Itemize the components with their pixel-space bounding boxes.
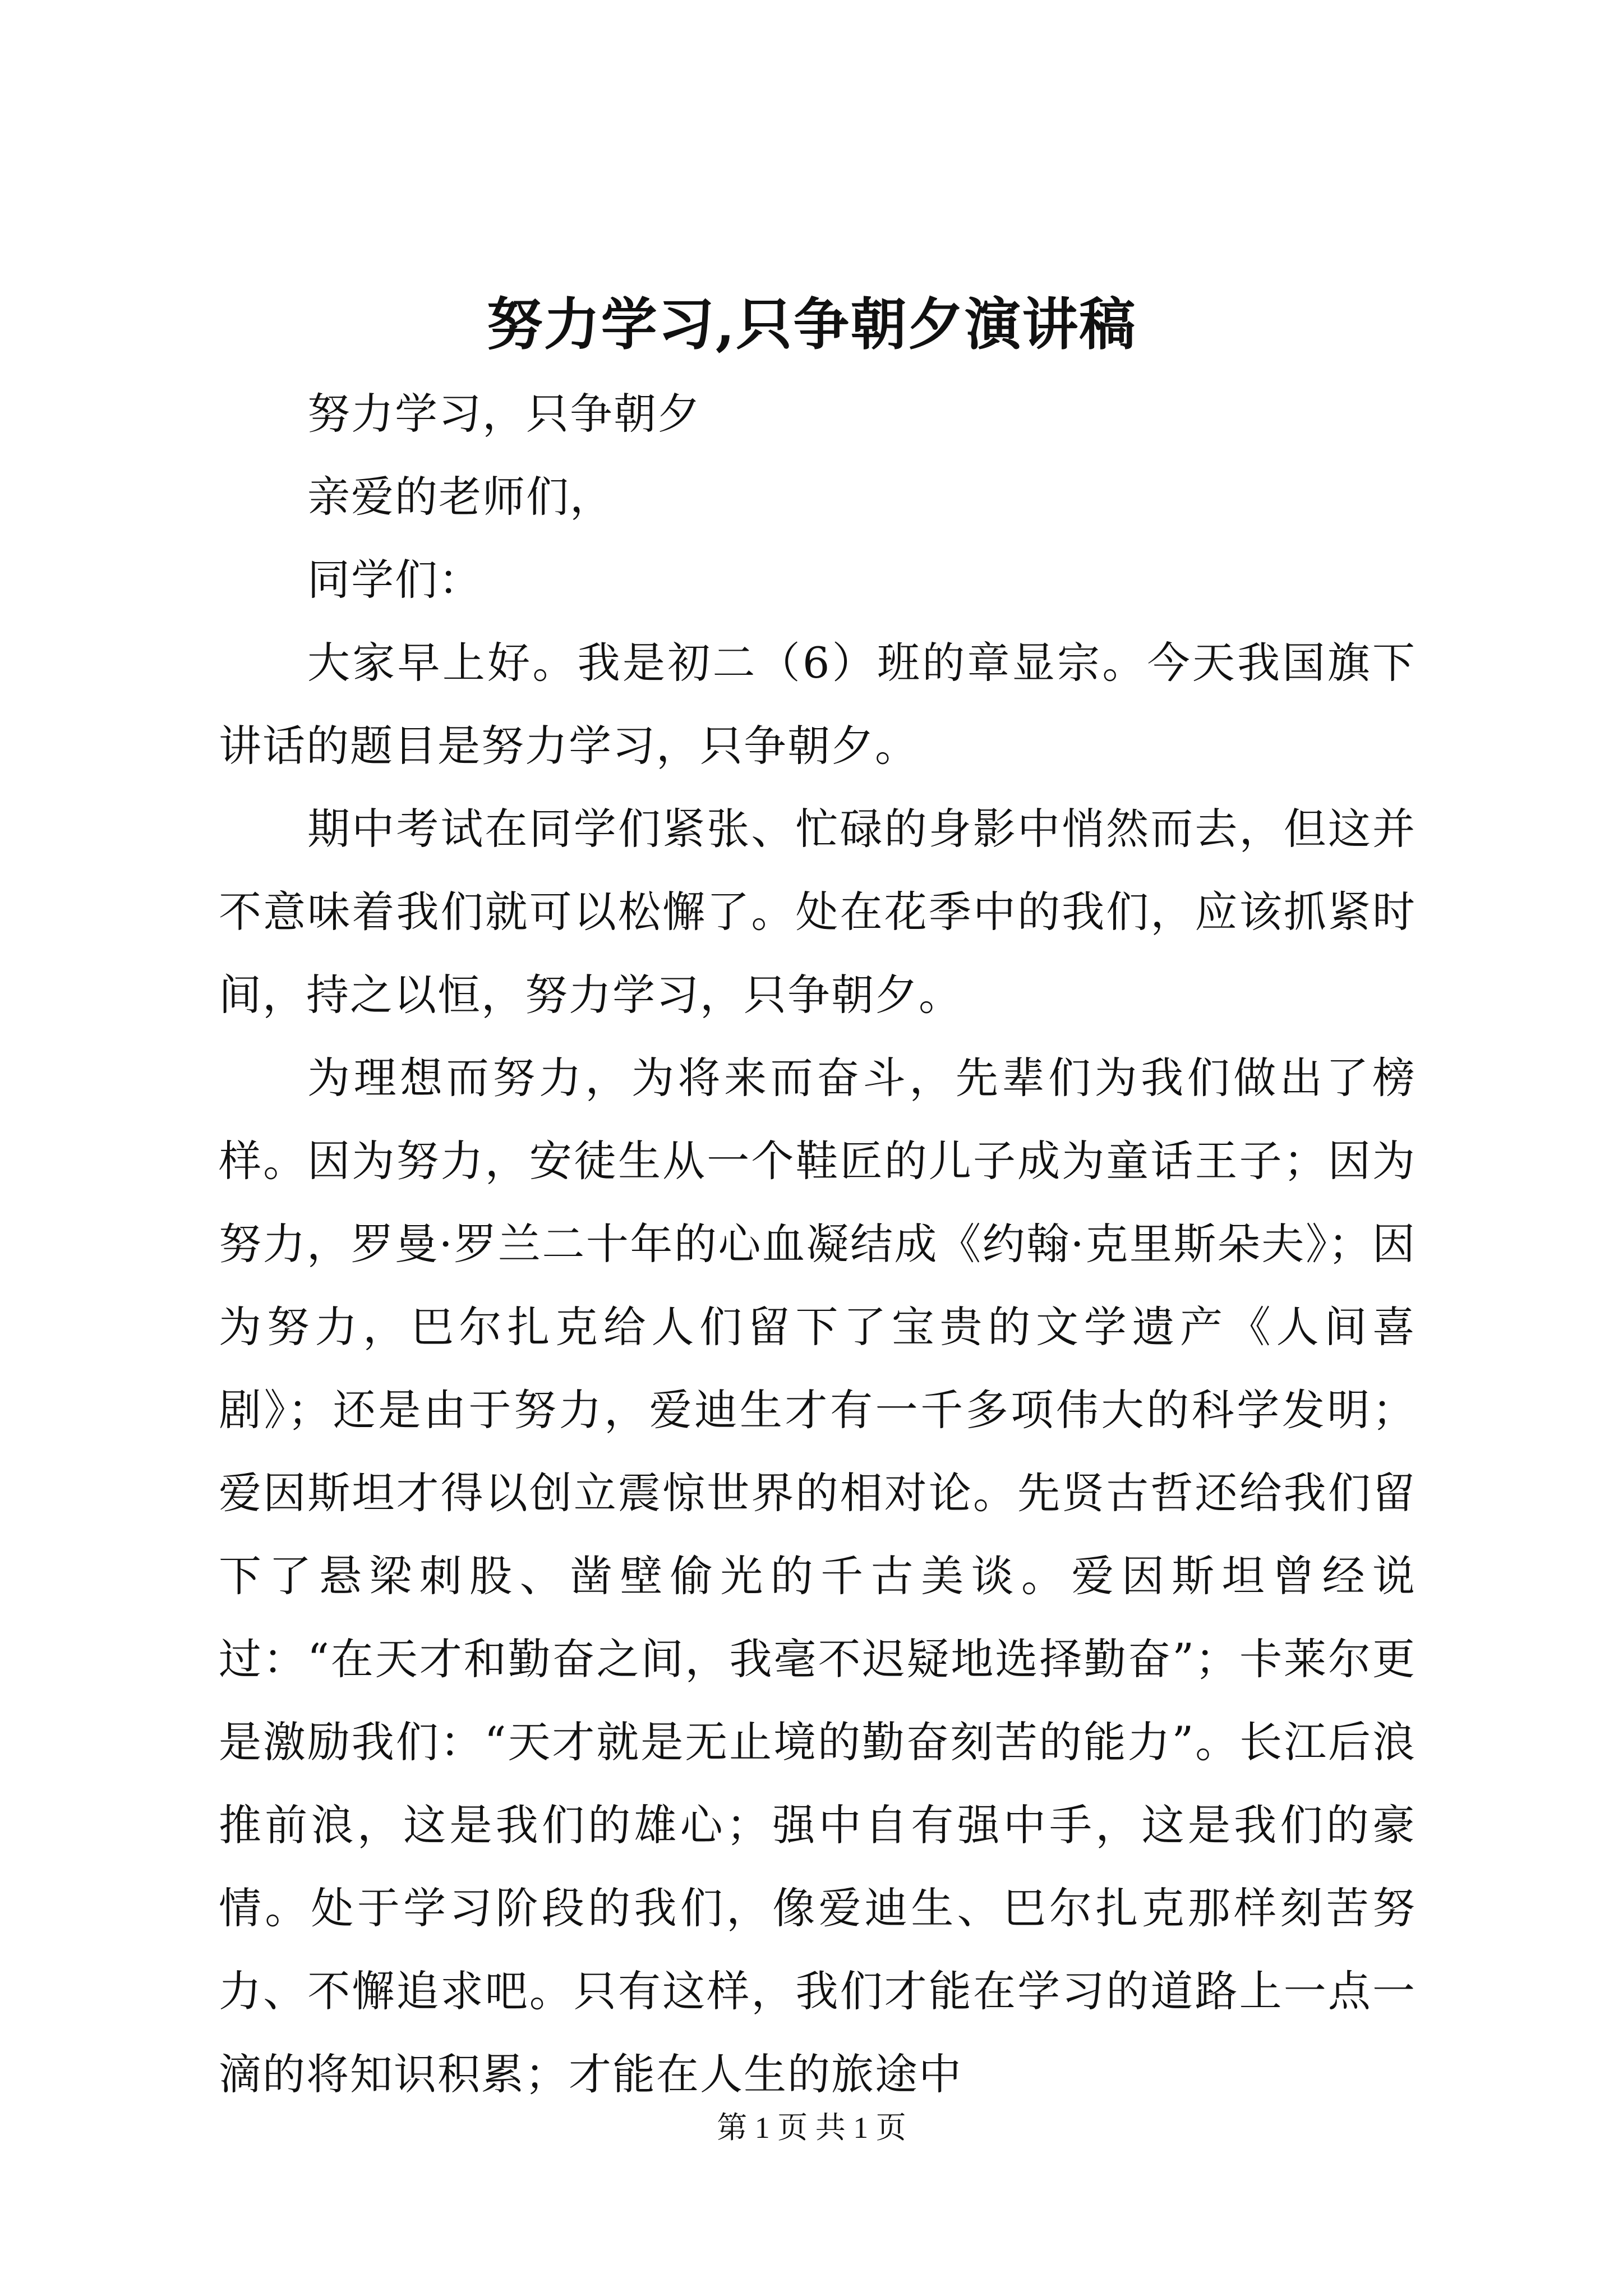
- paragraph-salutation-students: 同学们：: [307, 555, 482, 605]
- document-title: 努力学习,只争朝夕演讲稿: [486, 291, 1137, 357]
- paragraph-examples: 为理想而努力，为将来而奋斗，先辈们为我们做出了榜样。因为努力，安徒生从一个鞋匠的儿子成为童话王子；因为努力，罗曼·罗兰二十年的心血凝结成《约翰·克里斯朵夫》；因为努力，巴尔扎克给人们留下了宝贵的文学遗产《人间喜剧》；还是由于努力，爱迪生才有一千多项伟大的科学发明；爱因斯坦才得以创立震惊世界的相对论。先贤古哲还给我们留下了悬梁刺股、凿壁偷光的千古美谈。爱因斯坦曾经说过：“在天才和勤奋之间，我毫不迟疑地选择勤奋”；卡莱尔更是激励我们：“天才就是无止境的勤奋刻苦的能力”。长江后浪推前浪，这是我们的雄心；强中自有强中手，这是我们的豪情。处于学习阶段的我们，像爱迪生、巴尔扎克那样刻苦努力、不懈追求吧。只有这样，我们才能在学习的道路上一点一滴的将知识积累；才能在人生的旅途中: [219, 1053, 1416, 2099]
- paragraph-midterm: 期中考试在同学们紧张、忙碌的身影中悄然而去，但这并不意味着我们就可以松懈了。处在花季中的我们，应该抓紧时间，持之以恒，努力学习，只争朝夕。: [219, 804, 1416, 1020]
- paragraph-heading-repeat: 努力学习，只争朝夕: [307, 389, 701, 439]
- paragraph-introduction: 大家早上好。我是初二（6）班的章显宗。今天我国旗下讲话的题目是努力学习，只争朝夕。: [219, 638, 1416, 771]
- document-body: [219, 372, 1416, 2116]
- paragraph-salutation-teachers: 亲爱的老师们，: [307, 472, 614, 522]
- page-footer: 第 1 页 共 1 页: [717, 2111, 906, 2145]
